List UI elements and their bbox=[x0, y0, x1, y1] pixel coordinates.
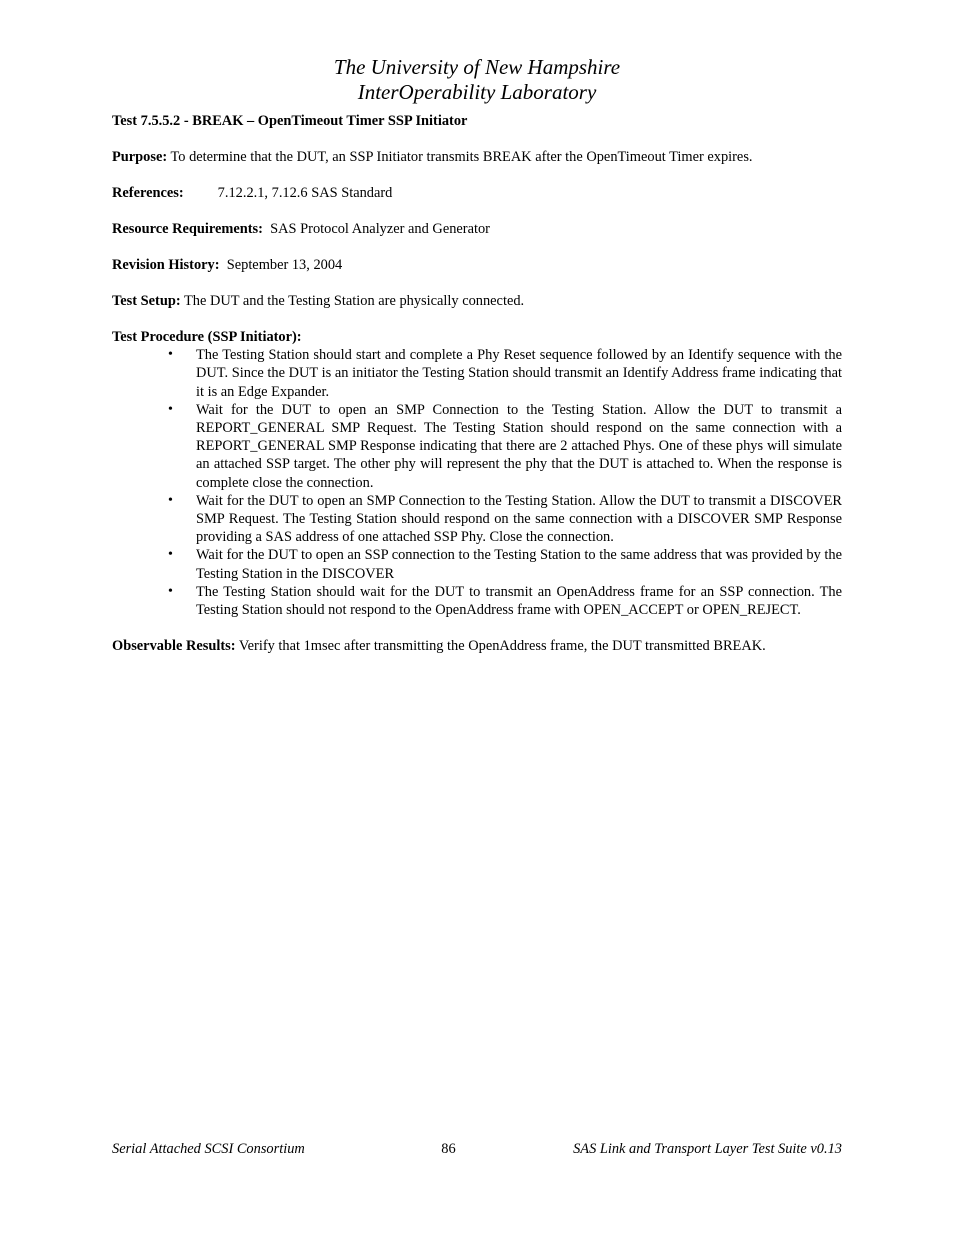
setup-label: Test Setup: bbox=[112, 293, 181, 309]
test-section bbox=[112, 112, 842, 673]
resources-paragraph bbox=[112, 220, 842, 238]
bullet-icon: • bbox=[168, 583, 173, 599]
procedure-step-text: The Testing Station should start and complete a Phy Reset sequence followed by an Identify sequence with the DUT. Since the DUT is an initiator the Testing Station should transmit an Identify Address frame indicating that it is an Edge Expander. bbox=[196, 347, 842, 400]
bullet-icon: • bbox=[168, 347, 173, 363]
procedure-step bbox=[168, 492, 842, 547]
procedure-step-text: Wait for the DUT to open an SSP connection to the Testing Station to the same address that was provided by the Testing Station in the DISCOVER bbox=[196, 547, 842, 582]
resources-label: Resource Requirements: bbox=[112, 221, 263, 237]
observable-text: Verify that 1msec after transmitting the OpenAddress frame, the DUT transmitted BREAK. bbox=[235, 638, 766, 655]
procedure-list bbox=[112, 346, 842, 619]
footer-document-title: SAS Link and Transport Layer Test Suite v0.13 bbox=[573, 1141, 842, 1157]
page-number: 86 bbox=[441, 1141, 456, 1157]
references-label: References: bbox=[112, 185, 184, 201]
observable-label: Observable Results: bbox=[112, 638, 236, 655]
procedure-step bbox=[168, 583, 842, 619]
page-footer bbox=[112, 1140, 842, 1160]
references-text: 7.12.2.1, 7.12.6 SAS Standard bbox=[217, 185, 393, 201]
revision-text: September 13, 2004 bbox=[219, 257, 343, 273]
procedure-step bbox=[168, 401, 842, 492]
purpose-label: Purpose: bbox=[112, 149, 168, 165]
references-paragraph bbox=[112, 184, 842, 202]
purpose-paragraph bbox=[112, 148, 842, 166]
procedure-step-text: The Testing Station should wait for the DUT to transmit an OpenAddress frame for an SSP connection. The Testing Station should not respond to the OpenAddress frame with OPEN_ACCEPT or OPEN_REJECT. bbox=[196, 583, 842, 619]
procedure-step-text: Wait for the DUT to open an SMP Connection to the Testing Station. Allow the DUT to transmit a DISCOVER SMP Request. The Testing Station should respond on the same connection with a DISCOVER SMP Response providing a SAS address of one attached SSP Phy. Close the connection. bbox=[196, 492, 842, 546]
procedure-step bbox=[168, 346, 842, 401]
bullet-icon: • bbox=[168, 401, 173, 417]
procedure-heading: Test Procedure (SSP Initiator): bbox=[112, 329, 302, 345]
setup-paragraph bbox=[112, 292, 842, 310]
bullet-icon: • bbox=[168, 547, 173, 563]
page-header bbox=[0, 55, 954, 105]
footer-organization: Serial Attached SCSI Consortium bbox=[112, 1141, 305, 1157]
observable-paragraph bbox=[112, 637, 842, 655]
resources-text: SAS Protocol Analyzer and Generator bbox=[262, 221, 490, 237]
header-university: The University of New Hampshire bbox=[333, 55, 621, 79]
test-title: Test 7.5.5.2 - BREAK – OpenTimeout Timer SSP Initiator bbox=[112, 113, 468, 129]
purpose-text: To determine that the DUT, an SSP Initiator transmits BREAK after the OpenTimeout Timer expires. bbox=[167, 149, 753, 165]
bullet-icon: • bbox=[168, 492, 173, 508]
header-laboratory: InterOperability Laboratory bbox=[357, 80, 597, 104]
revision-paragraph bbox=[112, 256, 842, 274]
revision-label: Revision History: bbox=[112, 257, 220, 273]
procedure-step-text: Wait for the DUT to open an SMP Connection to the Testing Station. Allow the DUT to transmit a REPORT_GENERAL SMP Request. The Testing Station should respond on the same connection with a REPORT_GENERAL SMP Response indicating that there are 2 attached Phys. One of these phys will simulate an attached SSP target. The other phy will represent the phy that the DUT is attached to. When the response is complete close the connection. bbox=[196, 401, 842, 491]
setup-text: The DUT and the Testing Station are physically connected. bbox=[180, 293, 525, 309]
procedure-step bbox=[168, 546, 842, 582]
